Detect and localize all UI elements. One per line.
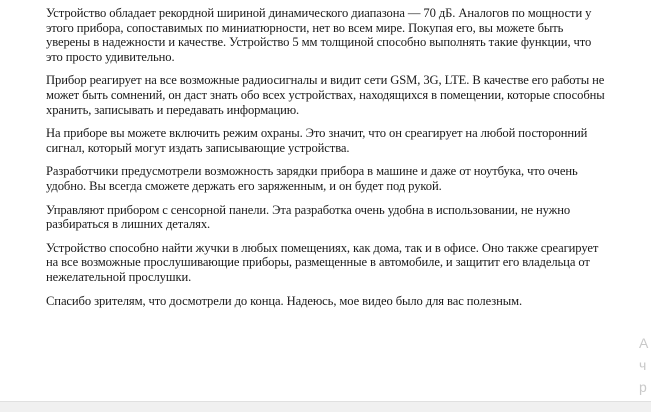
paragraph-4: Разработчики предусмотрели возможность зарядки прибора в машине и даже от ноутбука, что очень удобно. Вы всегда сможете держать его заряженным, и он будет под рукой.: [46, 164, 578, 193]
paragraph-2: Прибор реагирует на все возможные радиосигналы и видит сети GSM, 3G, LTE. В качестве его работы не может быть сомнений, он даст знать обо всех устройствах, находящихся в помещении, которые способны хранить, записывать и передавать информацию.: [46, 73, 605, 117]
paragraph-3: На приборе вы можете включить режим охраны. Это значит, что он среагирует на любой посторонний сигнал, который могут издать записывающие устройства.: [46, 126, 588, 155]
side-char: р: [639, 379, 647, 395]
paragraph-7: Спасибо зрителям, что досмотрели до конца. Надеюсь, мое видео было для вас полезным.: [46, 293, 523, 308]
side-char: ч: [639, 357, 647, 373]
side-watermark: [637, 332, 651, 402]
side-char: А: [639, 335, 649, 351]
paragraph-1: Устройство обладает рекордной шириной динамического диапазона — 70 дБ. Аналогов по мощности у этого прибора, сопоставимых по миниатюрности, нет во всем мире. Покупая его, вы можете быть уверены в надежности и качестве. Устройство 5 мм толщиной способно выполнять такие функции, что это просто удивительно.: [46, 6, 592, 64]
bottom-strip: [0, 401, 651, 412]
paragraph-6: Устройство способно найти жучки в любых помещениях, как дома, так и в офисе. Оно также среагирует на все возможные прослушивающие приборы, размещенные в автомобиле, и защитит его владельца от нежелательной прослушки.: [46, 240, 599, 284]
document-text: [46, 6, 606, 317]
paragraph-5: Управляют прибором с сенсорной панели. Эта разработка очень удобна в использовании, не нужно разбираться в лишних деталях.: [46, 202, 571, 232]
